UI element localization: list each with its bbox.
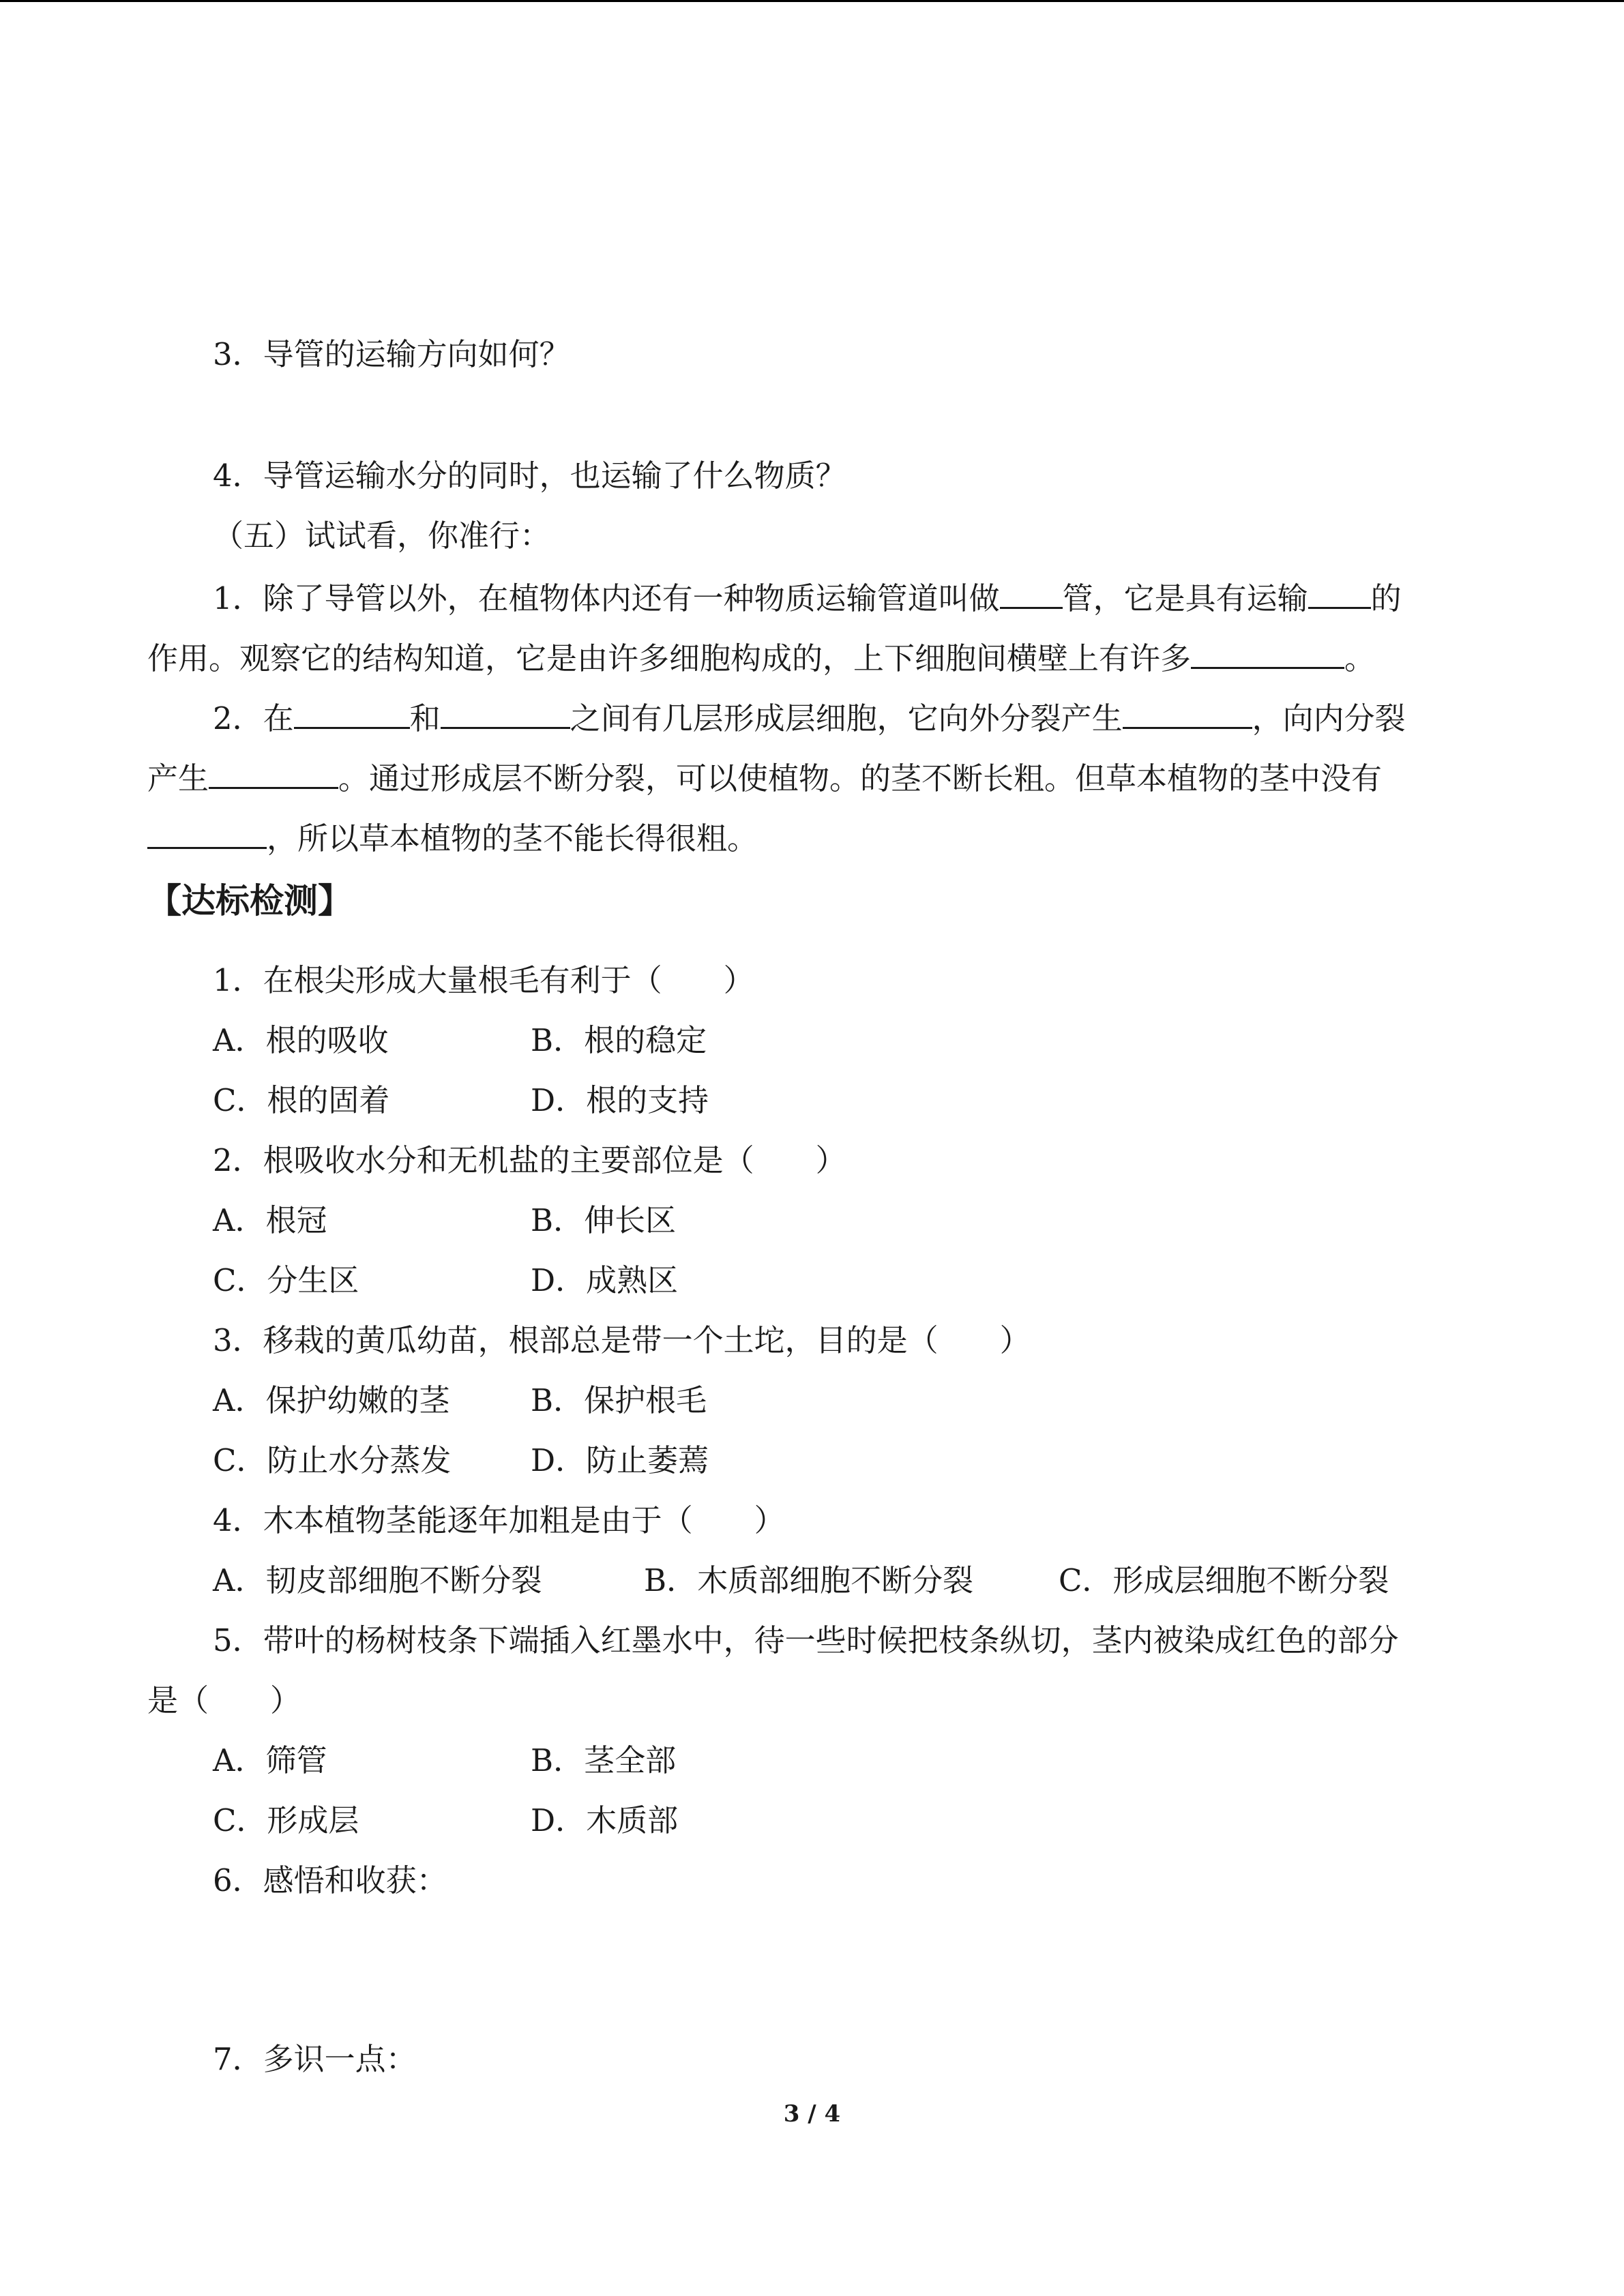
mc-q1-option-a[interactable]: A．根的吸收 <box>213 1022 389 1058</box>
mc-question-1-stem: 1．在根尖形成大量根毛有利于（ ） <box>213 962 754 998</box>
mc-q4-option-b[interactable]: B．木质部细胞不断分裂 <box>644 1562 974 1598</box>
section-5-title: （五）试试看，你准行： <box>213 518 551 554</box>
fill-question-1-line-2 <box>147 636 1477 679</box>
fill2-text-c: 之间有几层形成层细胞，它向外分裂产生 <box>570 700 1123 736</box>
mc-q3-option-d[interactable]: D．防止萎蔫 <box>531 1442 709 1478</box>
fill2-text-e: 产生 <box>147 760 209 796</box>
fill-blank[interactable] <box>1308 576 1371 609</box>
mc-question-2-stem: 2．根吸收水分和无机盐的主要部位是（ ） <box>213 1142 846 1178</box>
mc-q1-option-b[interactable]: B．根的稳定 <box>531 1022 707 1058</box>
mc-q5-option-d[interactable]: D．木质部 <box>531 1802 679 1838</box>
mc-question-4-stem: 4．木本植物茎能逐年加粗是由于（ ） <box>213 1502 785 1538</box>
fill-blank[interactable] <box>1191 636 1344 669</box>
mc-question-3-stem: 3．移栽的黄瓜幼苗，根部总是带一个土坨，目的是（ ） <box>213 1322 1031 1358</box>
fill-blank[interactable] <box>1123 696 1252 729</box>
mc-question-5-stem-cont: 是（ ） <box>147 1682 301 1718</box>
mc-q5-option-c[interactable]: C．形成层 <box>213 1802 359 1838</box>
fill1-text-e: 。 <box>1344 640 1376 676</box>
fill-blank[interactable] <box>209 756 338 789</box>
question-3: 3．导管的运输方向如何？ <box>213 336 570 372</box>
mc-q2-option-a[interactable]: A．根冠 <box>213 1202 327 1238</box>
section-heading: 【达标检测】 <box>147 881 352 921</box>
fill-question-2-line-3 <box>147 816 1477 859</box>
question-4: 4．导管运输水分的同时，也运输了什么物质？ <box>213 458 846 494</box>
question-6: 6．感悟和收获： <box>213 1862 447 1898</box>
mc-q1-option-c[interactable]: C．根的固着 <box>213 1082 390 1118</box>
mc-q3-option-a[interactable]: A．保护幼嫩的茎 <box>213 1382 450 1418</box>
fill1-text-a: 1．除了导管以外，在植物体内还有一种物质运输管道叫做 <box>213 580 1000 616</box>
mc-q3-option-c[interactable]: C．防止水分蒸发 <box>213 1442 452 1478</box>
fill-question-2-line-1 <box>147 696 1477 739</box>
mc-q4-option-a[interactable]: A．韧皮部细胞不断分裂 <box>213 1562 542 1598</box>
question-7: 7．多识一点： <box>213 2041 417 2077</box>
page-number: 3 / 4 <box>783 2100 841 2128</box>
fill2-text-a: 2．在 <box>213 700 294 736</box>
mc-question-5-stem: 5．带叶的杨树枝条下端插入红墨水中，待一些时候把枝条纵切，茎内被染成红色的部分 <box>213 1622 1399 1658</box>
top-border-line <box>0 0 1624 2</box>
fill-blank[interactable] <box>147 816 267 849</box>
fill2-text-d: ，向内分裂 <box>1252 700 1406 736</box>
fill2-text-g: ，所以草本植物的茎不能长得很粗。 <box>267 820 758 856</box>
mc-q5-option-a[interactable]: A．筛管 <box>213 1742 327 1778</box>
mc-q2-option-b[interactable]: B．伸长区 <box>531 1202 677 1238</box>
fill1-text-c: 的 <box>1370 580 1402 616</box>
fill1-text-b: 管，它是具有运输 <box>1062 580 1308 616</box>
mc-q1-option-d[interactable]: D．根的支持 <box>531 1082 709 1118</box>
mc-q2-option-d[interactable]: D．成熟区 <box>531 1262 679 1298</box>
fill-blank[interactable] <box>294 696 410 729</box>
mc-q2-option-c[interactable]: C．分生区 <box>213 1262 359 1298</box>
fill2-text-f: 。通过形成层不断分裂，可以使植物。的茎不断长粗。但草本植物的茎中没有 <box>338 760 1383 796</box>
mc-q5-option-b[interactable]: B．茎全部 <box>531 1742 677 1778</box>
mc-q3-option-b[interactable]: B．保护根毛 <box>531 1382 707 1418</box>
fill-blank[interactable] <box>441 696 570 729</box>
fill1-text-d: 作用。观察它的结构知道，它是由许多细胞构成的，上下细胞间横壁上有许多 <box>147 640 1192 676</box>
fill2-text-b: 和 <box>409 700 441 736</box>
fill-question-2-line-2 <box>147 756 1477 799</box>
fill-blank[interactable] <box>1000 576 1063 609</box>
fill-question-1-line-1 <box>147 576 1477 619</box>
mc-q4-option-c[interactable]: C．形成层细胞不断分裂 <box>1059 1562 1389 1598</box>
